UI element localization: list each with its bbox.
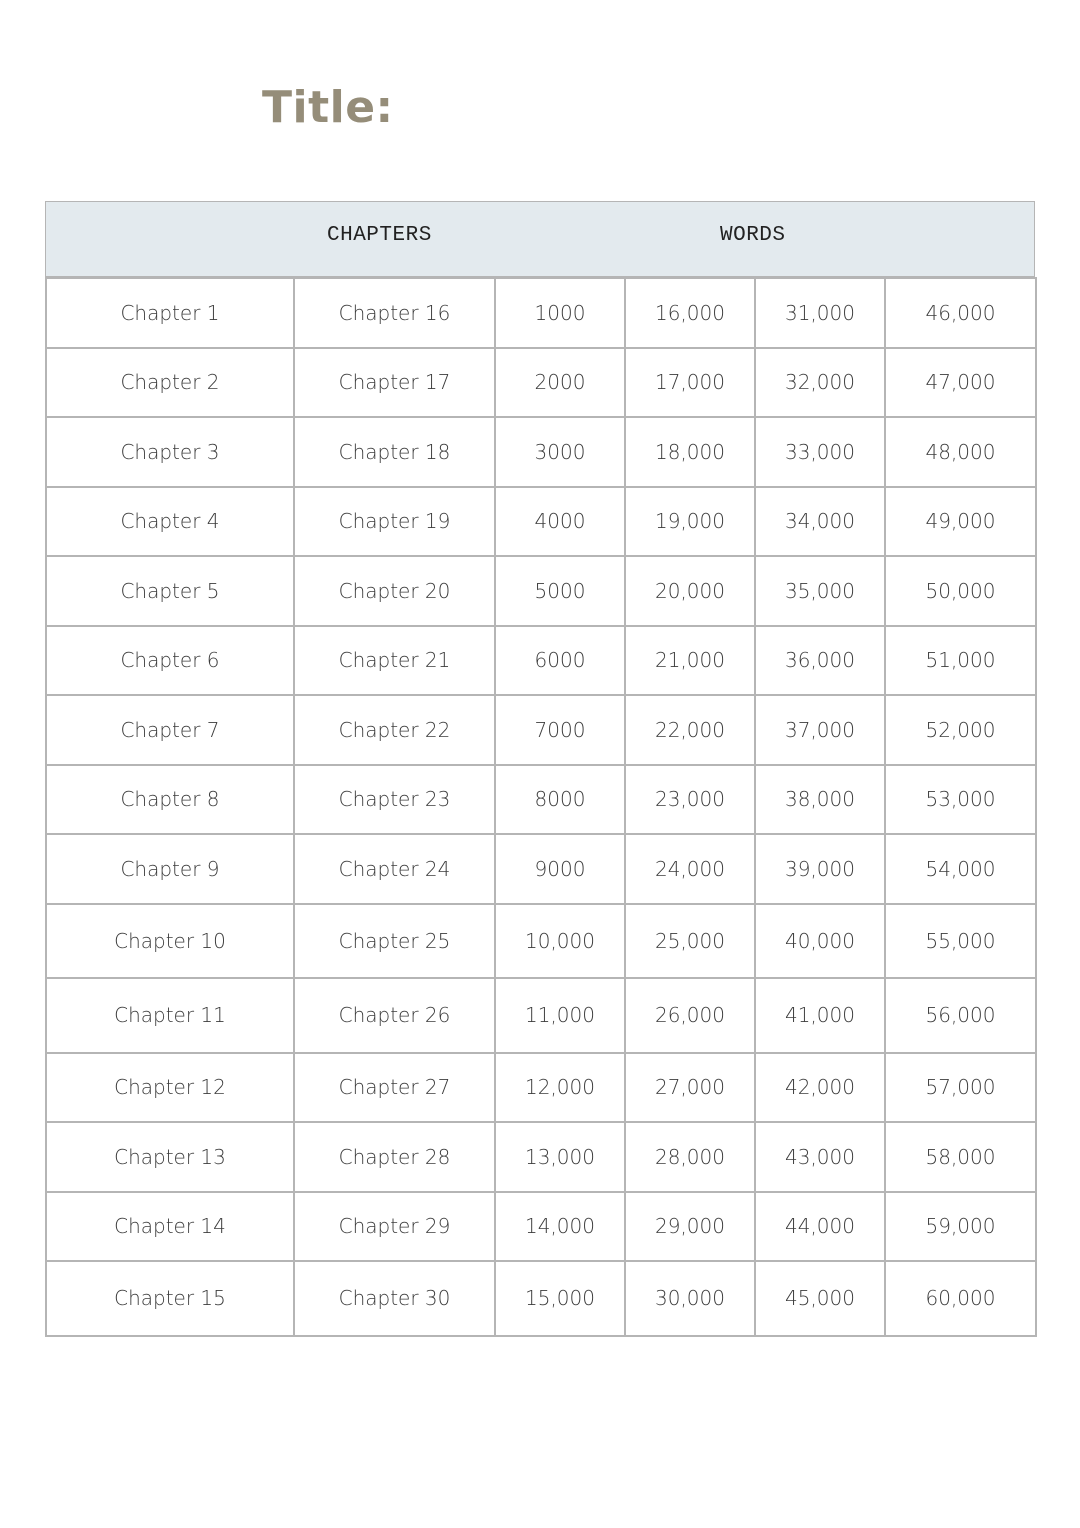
word-count-cell: 9000 — [495, 834, 625, 904]
word-count-cell: 57,000 — [885, 1053, 1036, 1123]
word-count-cell: 36,000 — [755, 626, 885, 696]
chapter-cell: Chapter 20 — [294, 556, 495, 626]
table-row — [46, 417, 1036, 487]
word-count-cell: 34,000 — [755, 487, 885, 557]
word-count-cell: 49,000 — [885, 487, 1036, 557]
chapter-cell: Chapter 11 — [46, 978, 294, 1053]
word-count-cell: 25,000 — [625, 904, 755, 979]
chapter-cell: Chapter 13 — [46, 1122, 294, 1192]
chapter-cell: Chapter 26 — [294, 978, 495, 1053]
chapter-cell: Chapter 5 — [46, 556, 294, 626]
chapter-cell: Chapter 29 — [294, 1192, 495, 1262]
table-row — [46, 1053, 1036, 1123]
word-count-cell: 41,000 — [755, 978, 885, 1053]
word-count-cell: 3000 — [495, 417, 625, 487]
word-count-cell: 17,000 — [625, 348, 755, 418]
word-count-cell: 52,000 — [885, 695, 1036, 765]
word-count-cell: 22,000 — [625, 695, 755, 765]
table-row — [46, 904, 1036, 979]
word-count-cell: 30,000 — [625, 1261, 755, 1336]
chapter-cell: Chapter 27 — [294, 1053, 495, 1123]
word-count-cell: 10,000 — [495, 904, 625, 979]
word-count-cell: 54,000 — [885, 834, 1036, 904]
chapter-cell: Chapter 8 — [46, 765, 294, 835]
table-row — [46, 278, 1036, 348]
word-count-cell: 8000 — [495, 765, 625, 835]
chapter-cell: Chapter 22 — [294, 695, 495, 765]
chapter-cell: Chapter 9 — [46, 834, 294, 904]
word-count-table — [45, 277, 1037, 1337]
word-count-cell: 35,000 — [755, 556, 885, 626]
chapter-cell: Chapter 16 — [294, 278, 495, 348]
word-count-cell: 29,000 — [625, 1192, 755, 1262]
word-count-cell: 2000 — [495, 348, 625, 418]
word-count-cell: 51,000 — [885, 626, 1036, 696]
table-header-band — [45, 201, 1035, 279]
word-count-cell: 44,000 — [755, 1192, 885, 1262]
table-row — [46, 348, 1036, 418]
word-count-cell: 5000 — [495, 556, 625, 626]
table-row — [46, 978, 1036, 1053]
word-count-cell: 59,000 — [885, 1192, 1036, 1262]
chapter-cell: Chapter 12 — [46, 1053, 294, 1123]
chapter-cell: Chapter 6 — [46, 626, 294, 696]
chapter-cell: Chapter 15 — [46, 1261, 294, 1336]
table-row — [46, 556, 1036, 626]
chapter-cell: Chapter 17 — [294, 348, 495, 418]
chapter-cell: Chapter 24 — [294, 834, 495, 904]
word-count-cell: 15,000 — [495, 1261, 625, 1336]
table-row — [46, 1261, 1036, 1336]
word-count-cell: 21,000 — [625, 626, 755, 696]
word-count-cell: 45,000 — [755, 1261, 885, 1336]
page-title: Title: — [262, 82, 394, 133]
word-count-cell: 43,000 — [755, 1122, 885, 1192]
word-count-cell: 47,000 — [885, 348, 1036, 418]
word-count-cell: 33,000 — [755, 417, 885, 487]
word-count-cell: 6000 — [495, 626, 625, 696]
chapter-cell: Chapter 28 — [294, 1122, 495, 1192]
chapter-cell: Chapter 1 — [46, 278, 294, 348]
word-count-cell: 16,000 — [625, 278, 755, 348]
word-count-cell: 60,000 — [885, 1261, 1036, 1336]
word-count-cell: 48,000 — [885, 417, 1036, 487]
words-header: WORDS — [720, 224, 786, 247]
chapter-cell: Chapter 23 — [294, 765, 495, 835]
chapter-cell: Chapter 19 — [294, 487, 495, 557]
chapters-header: CHAPTERS — [327, 224, 432, 247]
chapter-cell: Chapter 30 — [294, 1261, 495, 1336]
word-count-cell: 42,000 — [755, 1053, 885, 1123]
word-count-cell: 26,000 — [625, 978, 755, 1053]
word-count-cell: 55,000 — [885, 904, 1036, 979]
chapter-cell: Chapter 18 — [294, 417, 495, 487]
word-count-cell: 27,000 — [625, 1053, 755, 1123]
word-count-cell: 56,000 — [885, 978, 1036, 1053]
word-count-cell: 4000 — [495, 487, 625, 557]
chapter-cell: Chapter 25 — [294, 904, 495, 979]
word-count-cell: 40,000 — [755, 904, 885, 979]
table-row — [46, 1192, 1036, 1262]
word-count-cell: 37,000 — [755, 695, 885, 765]
chapter-cell: Chapter 7 — [46, 695, 294, 765]
word-count-cell: 1000 — [495, 278, 625, 348]
word-count-cell: 28,000 — [625, 1122, 755, 1192]
table-row — [46, 1122, 1036, 1192]
word-count-cell: 58,000 — [885, 1122, 1036, 1192]
word-count-cell: 12,000 — [495, 1053, 625, 1123]
chapter-cell: Chapter 14 — [46, 1192, 294, 1262]
table-row — [46, 834, 1036, 904]
word-count-cell: 53,000 — [885, 765, 1036, 835]
chapter-cell: Chapter 2 — [46, 348, 294, 418]
word-count-cell: 23,000 — [625, 765, 755, 835]
word-count-cell: 14,000 — [495, 1192, 625, 1262]
table-row — [46, 695, 1036, 765]
chapter-cell: Chapter 21 — [294, 626, 495, 696]
table-row — [46, 765, 1036, 835]
word-count-cell: 7000 — [495, 695, 625, 765]
word-count-cell: 18,000 — [625, 417, 755, 487]
word-count-cell: 19,000 — [625, 487, 755, 557]
word-count-cell: 11,000 — [495, 978, 625, 1053]
word-count-cell: 24,000 — [625, 834, 755, 904]
table-row — [46, 487, 1036, 557]
table-row — [46, 626, 1036, 696]
word-count-cell: 38,000 — [755, 765, 885, 835]
word-count-cell: 46,000 — [885, 278, 1036, 348]
chapter-cell: Chapter 4 — [46, 487, 294, 557]
word-count-cell: 13,000 — [495, 1122, 625, 1192]
word-count-cell: 31,000 — [755, 278, 885, 348]
word-count-cell: 50,000 — [885, 556, 1036, 626]
chapter-cell: Chapter 3 — [46, 417, 294, 487]
chapter-cell: Chapter 10 — [46, 904, 294, 979]
word-count-cell: 32,000 — [755, 348, 885, 418]
word-count-cell: 20,000 — [625, 556, 755, 626]
word-count-cell: 39,000 — [755, 834, 885, 904]
